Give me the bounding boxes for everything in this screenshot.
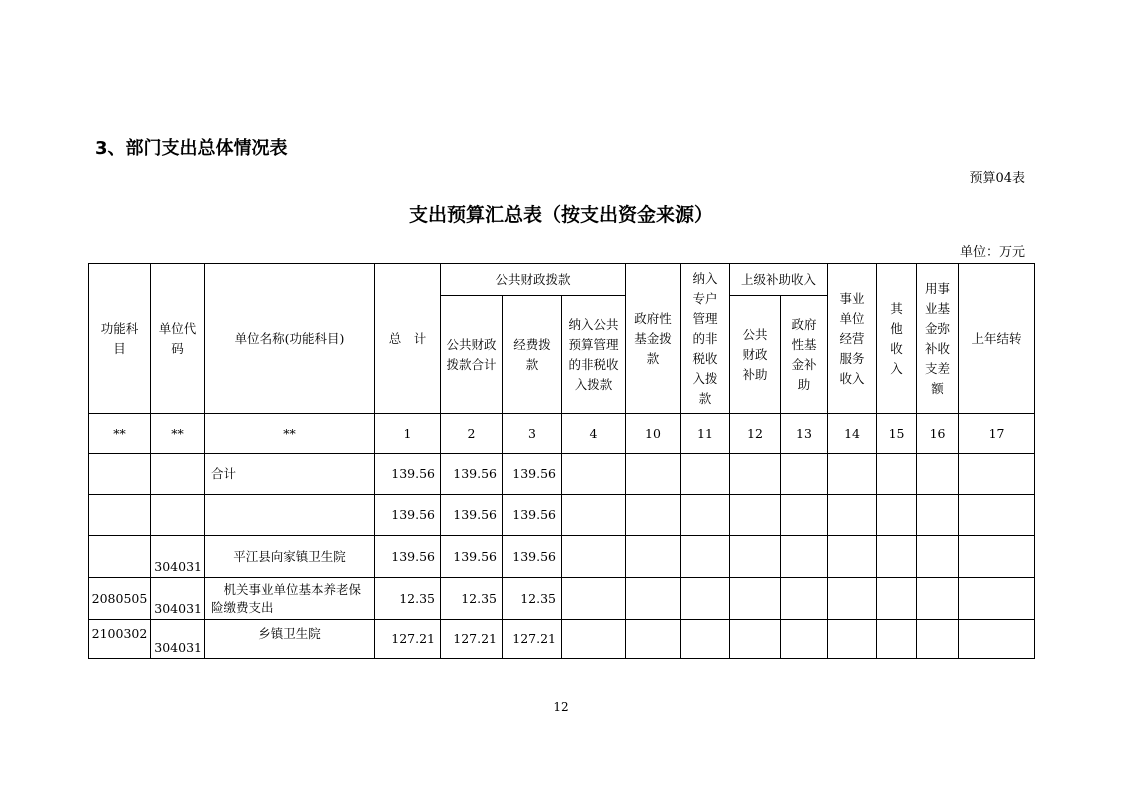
table-row bbox=[89, 620, 1035, 659]
public-sum-cell: 127.21 bbox=[441, 620, 503, 659]
header-gov-fund: 政府性 基金拨 款 bbox=[626, 264, 681, 414]
index-cell: 16 bbox=[917, 414, 959, 454]
func-cell bbox=[89, 454, 151, 495]
header-other-income: 其 他 收 入 bbox=[877, 264, 917, 414]
func-cell: 2080505 bbox=[89, 578, 151, 620]
name-cell: 乡镇卫生院 bbox=[205, 620, 375, 659]
index-row bbox=[89, 414, 1035, 454]
table-number: 预算04表 bbox=[969, 171, 1025, 186]
index-cell: ** bbox=[151, 414, 205, 454]
code-cell: 304031 bbox=[151, 620, 205, 659]
total-cell: 127.21 bbox=[375, 620, 441, 659]
table-header bbox=[89, 264, 1035, 414]
header-nontax-income: 纳入公共 预算管理 的非税收 入拨款 bbox=[562, 296, 626, 414]
page-number: 12 bbox=[553, 700, 569, 714]
table-row bbox=[89, 495, 1035, 536]
header-public-sum: 公共财政 拨款合计 bbox=[441, 296, 503, 414]
public-sum-cell: 139.56 bbox=[441, 495, 503, 536]
section-title: 3、部门支出总体情况表 bbox=[95, 138, 288, 159]
index-cell: 4 bbox=[562, 414, 626, 454]
index-cell: ** bbox=[89, 414, 151, 454]
header-unit-name: 单位名称(功能科目) bbox=[205, 264, 375, 414]
header-unit-code: 单位代 码 bbox=[151, 264, 205, 414]
total-cell: 12.35 bbox=[375, 578, 441, 620]
header-function-subject: 功能科 目 bbox=[89, 264, 151, 414]
table-title: 支出预算汇总表（按支出资金来源） bbox=[408, 204, 713, 226]
func-cell: 2100302 bbox=[89, 620, 151, 659]
header-upper-gov: 政府 性基 金补 助 bbox=[781, 296, 828, 414]
code-cell bbox=[151, 454, 205, 495]
index-cell: 12 bbox=[730, 414, 781, 454]
index-cell: 1 bbox=[375, 414, 441, 454]
code-cell: 304031 bbox=[151, 536, 205, 578]
header-fund-allocation: 经费拨 款 bbox=[503, 296, 562, 414]
index-cell: 11 bbox=[681, 414, 730, 454]
index-cell: ** bbox=[205, 414, 375, 454]
public-sum-cell: 139.56 bbox=[441, 454, 503, 495]
expenditure-summary-table bbox=[88, 263, 1035, 659]
header-reserve-fund: 用事 业基 金弥 补收 支差 额 bbox=[917, 264, 959, 414]
fund-cell: 139.56 bbox=[503, 495, 562, 536]
name-cell bbox=[205, 495, 375, 536]
code-cell: 304031 bbox=[151, 578, 205, 620]
index-cell: 15 bbox=[877, 414, 917, 454]
header-upper-subsidy: 上级补助收入 bbox=[730, 264, 828, 296]
index-cell: 10 bbox=[626, 414, 681, 454]
func-cell bbox=[89, 495, 151, 536]
table-body bbox=[89, 414, 1035, 659]
fund-cell: 139.56 bbox=[503, 454, 562, 495]
code-cell bbox=[151, 495, 205, 536]
index-cell: 17 bbox=[959, 414, 1035, 454]
table-row bbox=[89, 536, 1035, 578]
index-cell: 13 bbox=[781, 414, 828, 454]
name-cell: 合计 bbox=[205, 454, 375, 495]
header-public-finance: 公共财政拨款 bbox=[441, 264, 626, 296]
total-cell: 139.56 bbox=[375, 495, 441, 536]
public-sum-cell: 139.56 bbox=[441, 536, 503, 578]
name-cell: 机关事业单位基本养老保险缴费支出 bbox=[205, 578, 375, 620]
header-total: 总 计 bbox=[375, 264, 441, 414]
public-sum-cell: 12.35 bbox=[441, 578, 503, 620]
total-cell: 139.56 bbox=[375, 454, 441, 495]
fund-cell: 12.35 bbox=[503, 578, 562, 620]
fund-cell: 139.56 bbox=[503, 536, 562, 578]
index-cell: 2 bbox=[441, 414, 503, 454]
total-cell: 139.56 bbox=[375, 536, 441, 578]
index-cell: 14 bbox=[828, 414, 877, 454]
header-business-income: 事业 单位 经营 服务 收入 bbox=[828, 264, 877, 414]
header-upper-public: 公共 财政 补助 bbox=[730, 296, 781, 414]
index-cell: 3 bbox=[503, 414, 562, 454]
table-row-total bbox=[89, 454, 1035, 495]
fund-cell: 127.21 bbox=[503, 620, 562, 659]
name-cell: 平江县向家镇卫生院 bbox=[205, 536, 375, 578]
unit-label: 单位：万元 bbox=[959, 245, 1025, 260]
header-special-account: 纳入 专户 管理 的非 税收 入拨 款 bbox=[681, 264, 730, 414]
func-cell bbox=[89, 536, 151, 578]
header-carry-forward: 上年结转 bbox=[959, 264, 1035, 414]
table-row bbox=[89, 578, 1035, 620]
